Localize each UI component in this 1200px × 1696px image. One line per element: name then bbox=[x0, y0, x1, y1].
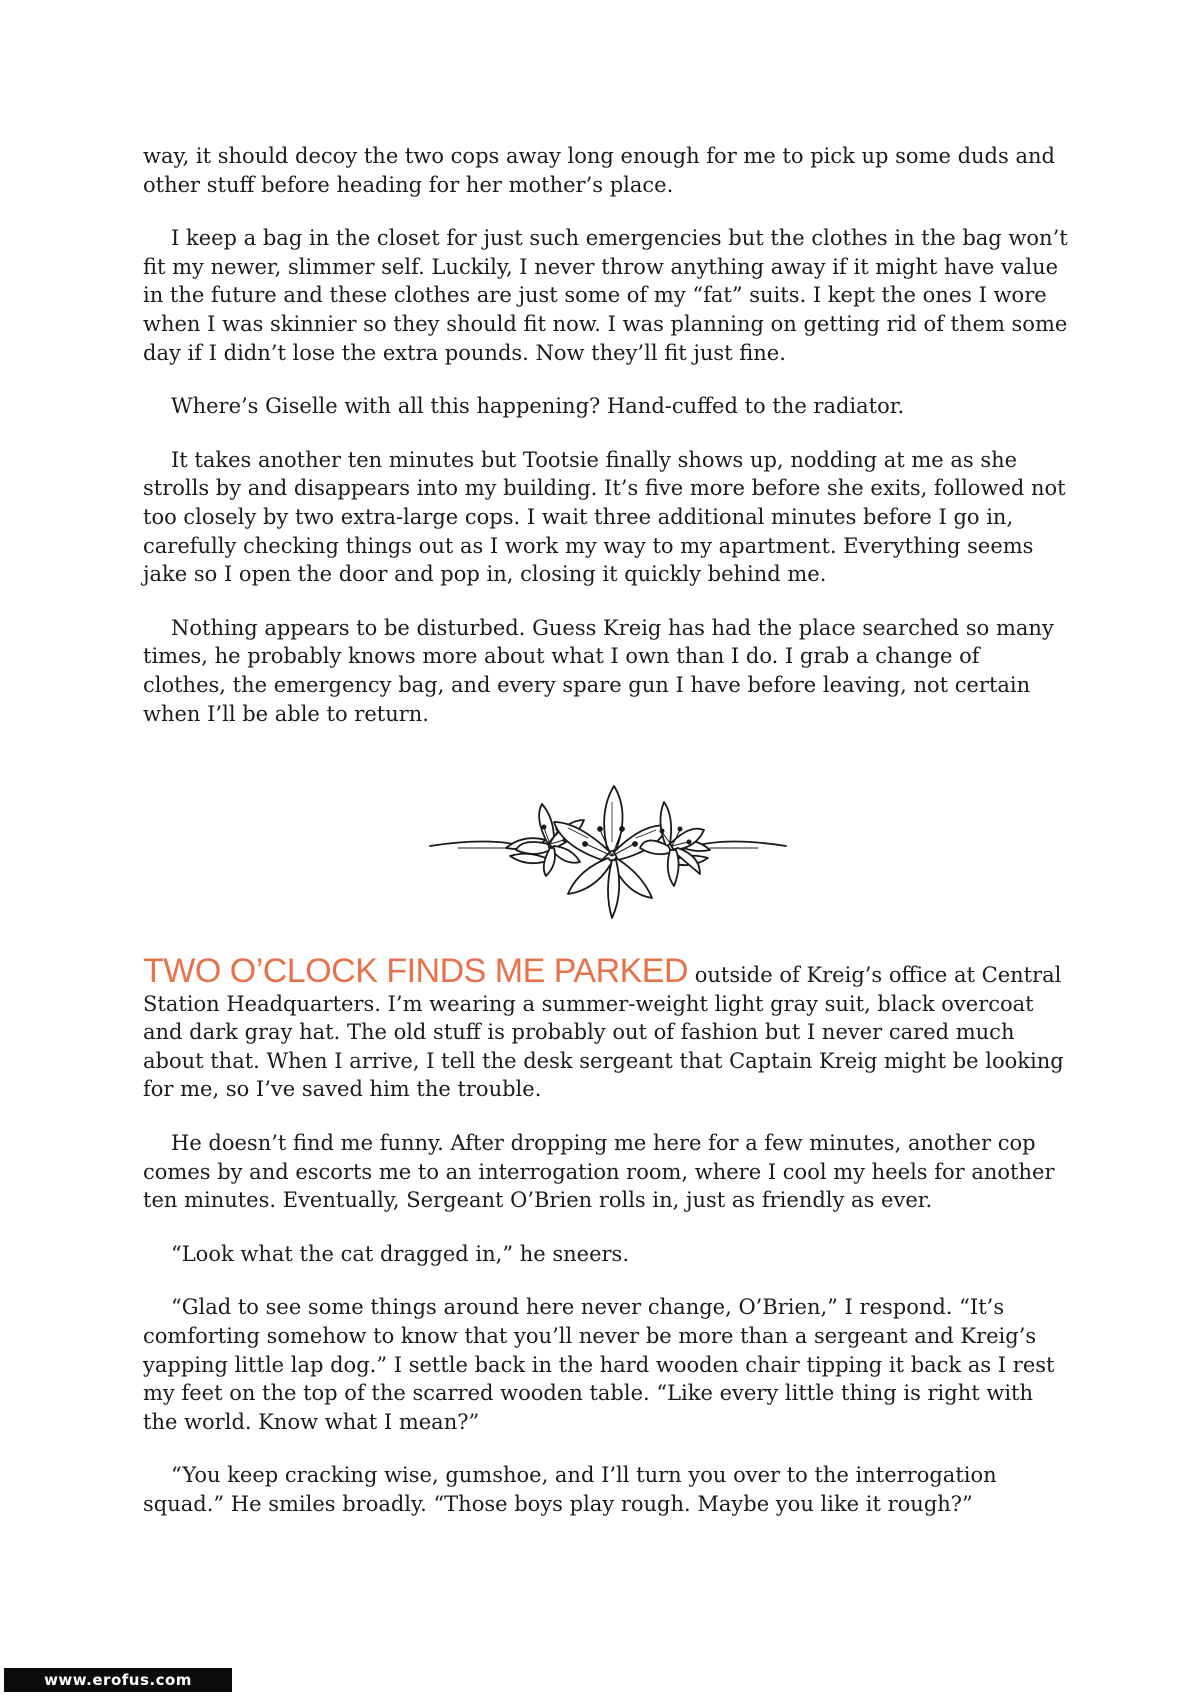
paragraph: It takes another ten minutes but Tootsie finally shows up, nodding at me as she strolls by and disappears into my building. It’s five more before she exits, followed not too closely by two extra-large cops. I wait three additional minutes before I go in, carefully checking things out as I work my way to my apartment. Everything seems jake so I open the door and pop in, closing it quickly behind me. bbox=[143, 447, 1066, 587]
site-watermark: www.erofus.com bbox=[4, 1668, 232, 1692]
paragraph: I keep a bag in the closet for just such emergencies but the clothes in the bag won’t fit my newer, slimmer self. Luckily, I never throw anything away if it might have value in the future and these clothes are just some of my “fat” suits. I kept the ones I wore when I was skinnier so they should fit now. I was planning on getting rid of them some day if I didn’t lose the extra pounds. Now they’ll fit just fine. bbox=[143, 226, 1068, 365]
paragraph: way, it should decoy the two cops away long enough for me to pick up some duds and other stuff before heading for her mother’s place. bbox=[143, 144, 1055, 197]
paragraph-text: outside of Kreig’s office at Central Station Headquarters. I’m wearing a summer-weight light gray suit, black overcoat and dark gray hat. The old stuff is probably out of fashion but I never cared much about that. When I arrive, I tell the desk sergeant that Captain Kreig might be looking for me, so I’ve saved him the trouble. bbox=[143, 963, 1064, 1102]
paragraph: Where’s Giselle with all this happening? Hand-cuffed to the radiator. bbox=[171, 394, 905, 419]
paragraph: He doesn’t find me funny. After dropping me here for a few minutes, another cop comes by and escorts me to an interrogation room, where I cool my heels for another ten minutes. Eventually, Sergeant O’Brien rolls in, just as friendly as ever. bbox=[143, 1130, 1055, 1213]
paragraph: “Look what the cat dragged in,” he sneers. bbox=[171, 1241, 630, 1266]
paragraph: “You keep cracking wise, gumshoe, and I’ll turn you over to the interrogation squad.” He smiles broadly. “Those boys play rough. Maybe you like it rough?” bbox=[143, 1463, 997, 1516]
text-section-1 bbox=[143, 142, 1068, 728]
paragraph: “Glad to see some things around here never change, O’Brien,” I respond. “It’s comforting somehow to know that you’ll never be more than a sergeant and Kreig’s yapping little lap dog.” I settle back in the hard wooden chair tipping it back as I rest my feet on the top of the scarred wooden table. “Like every little thing is right with the world. Know what I mean?” bbox=[143, 1295, 1055, 1434]
text-section-2 bbox=[143, 952, 1068, 1519]
paragraph: Nothing appears to be disturbed. Guess Kreig has had the place searched so many times, he probably knows more about what I own than I do. I grab a change of clothes, the emergency bag, and every spare gun I have before leaving, not certain when I’ll be able to return. bbox=[143, 615, 1054, 726]
lily-flower-divider-icon bbox=[428, 782, 788, 930]
chapter-opening-paragraph bbox=[143, 952, 1068, 1104]
section-lead-in: TWO O’CLOCK FINDS ME PARKED bbox=[143, 952, 689, 990]
